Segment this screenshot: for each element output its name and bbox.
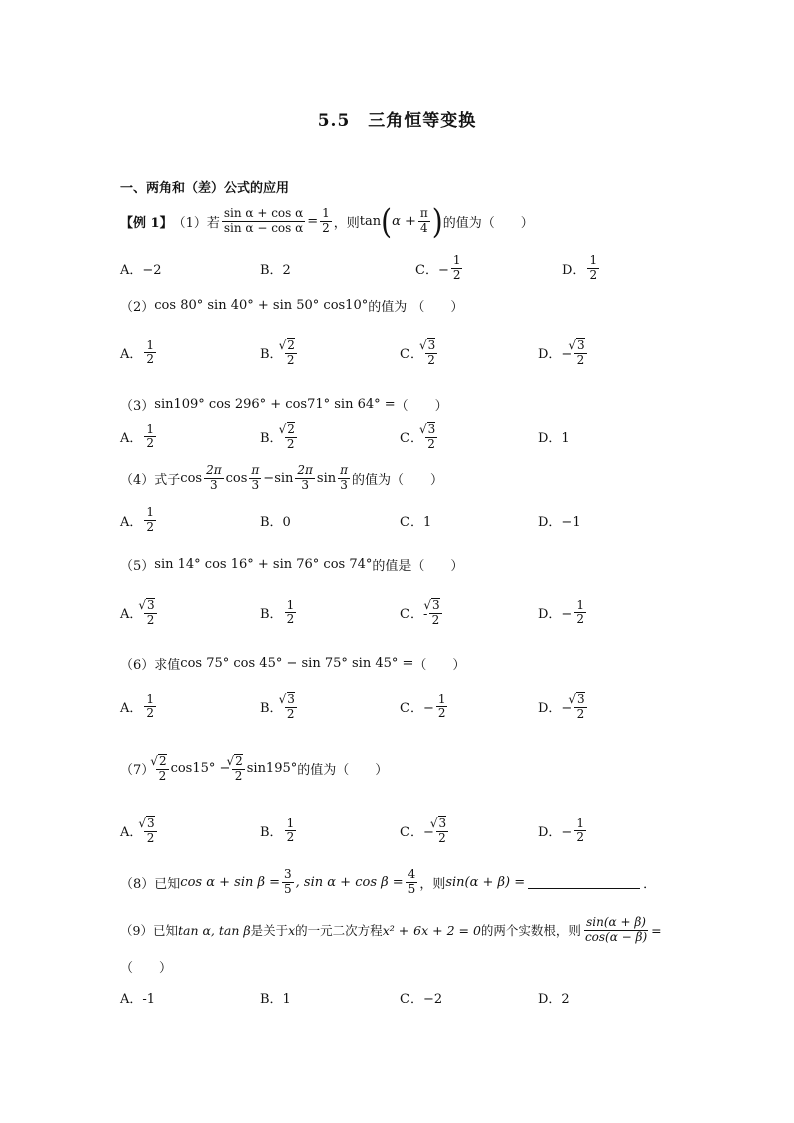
option-b[interactable]: B． √ $\frac{2}{2}$ [260,338,400,368]
option-a[interactable]: A．−2 [120,262,162,278]
fraction: $\frac{\text{sin α + cos α}}{\text{sin α − cos α}}$ [223,206,304,235]
options-4 [120,506,680,535]
question-text: ，则 [333,216,360,231]
option-c[interactable]: C．− $\frac{1}{2}$ [400,691,446,721]
option-a[interactable]: A． √ $\frac{3}{2}$ [120,816,260,846]
options-9 [120,988,680,1007]
page-title: 5.5 三角恒等变换 [317,111,477,131]
option-d[interactable]: D．1 [538,431,570,447]
options-3 [120,422,680,452]
option-a[interactable]: A． $\frac{1}{2}$ [120,691,155,721]
options-2 [120,338,680,368]
fraction-half: $\frac{1}{2}$ [322,206,330,235]
option-b[interactable]: B． $\frac{1}{2}$ [260,815,295,845]
option-a[interactable]: A． $\frac{1}{2}$ [120,337,155,367]
question-3: （3） sin109° cos 296° + cos71° sin 64° = （ ） [120,397,448,414]
question-9-tail: （ ） [120,961,173,976]
option-d[interactable]: D．−1 [538,514,581,530]
option-c[interactable]: C．−2 [400,992,443,1007]
question-4: （4） 式子 cos $\frac{2\pi}{3}$ cos $\frac{\pi}{3}$ − sin $\frac{2\pi}{3}$ sin $\frac{\pi}{3}$ 的值为（ ） [120,463,444,492]
question-number: （1） [172,216,207,231]
option-a[interactable]: A．-1 [120,992,156,1007]
option-d[interactable]: D． $\frac{1}{2}$ [562,253,598,282]
options-7 [120,816,680,846]
option-c[interactable]: C．− $\frac{1}{2}$ [415,253,461,282]
option-c[interactable]: C．- √ $\frac{3}{2}$ [400,598,538,628]
option-b[interactable]: B． √ $\frac{2}{2}$ [260,422,400,452]
option-b[interactable]: B．0 [260,514,291,530]
example-label: 【例 1】 [120,216,173,231]
option-b[interactable]: B． $\frac{1}{2}$ [260,597,295,627]
section-heading: 一、两角和（差）公式的应用 [120,181,290,196]
option-c[interactable]: C． √ $\frac{3}{2}$ [400,422,538,452]
option-b[interactable]: B． √ $\frac{3}{2}$ [260,692,400,722]
answer-blank[interactable] [528,876,640,889]
question-text: 若 [206,216,220,231]
option-d[interactable]: D．− $\frac{1}{2}$ [538,597,584,627]
question-5: （5） sin 14° cos 16° + sin 76° cos 74° 的值是（ ） [120,557,464,574]
option-d[interactable]: D．− √ $\frac{3}{2}$ [538,692,589,722]
math-expression: cos 80° sin 40° + sin 50° cos10° [154,298,369,313]
option-a[interactable]: A． $\frac{1}{2}$ [120,421,155,451]
options-6 [120,692,680,722]
option-d[interactable]: D．− √ $\frac{3}{2}$ [538,338,589,368]
option-c[interactable]: C．− √ $\frac{3}{2}$ [400,816,538,846]
option-d[interactable]: D．− $\frac{1}{2}$ [538,815,584,845]
option-b[interactable]: B．2 [260,262,291,278]
options-5 [120,598,680,628]
options-1 [120,254,680,283]
question-2: （2） cos 80° sin 40° + sin 50° cos10° 的值为 （ ） [120,298,464,315]
math-expression: sin 14° cos 16° + sin 76° cos 74° [154,557,373,572]
question-8: （8） 已知 cos α + sin β = $\frac{3}{5}$ , sin α + cos β = $\frac{4}{5}$ ，则 sin(α + β) = ． [120,867,657,896]
option-a[interactable]: A． $\frac{1}{2}$ [120,505,155,534]
option-a[interactable]: A． √ $\frac{3}{2}$ [120,598,260,628]
math-expression: sin109° cos 296° + cos71° sin 64° = [154,397,396,412]
question-6: （6） 求值 cos 75° cos 45° − sin 75° sin 45° = （ ） [120,656,466,673]
option-c[interactable]: C．1 [400,514,432,530]
option-c[interactable]: C． √ $\frac{3}{2}$ [400,338,538,368]
option-d[interactable]: D．2 [538,992,570,1007]
question-1: 【例 1】 （1） 若 $\frac{\text{sin α + cos α}}{\text{sin α − cos α}}$ = $\frac{1}{2}$ ，则 tan ( α + $\frac{\pi}{4}$ ) 的值为（ ） [120,201,534,242]
option-b[interactable]: B．1 [260,992,291,1007]
question-text: 的值为（ ） [442,216,534,231]
math-expression: cos 75° cos 45° − sin 75° sin 45° = [180,656,414,671]
question-7: （7） √ $\frac{2}{2}$ cos15° − √ $\frac{2}{2}$ sin195° 的值为（ ） [120,754,388,784]
question-9: （9） 已知 tan α, tan β 是关于 x 的一元二次方程 x² + 6x + 2 = 0 的两个实数根，则 $\frac{\sin(\alpha + \beta)}{\cos(\alpha - \beta)}$ = [120,915,662,944]
